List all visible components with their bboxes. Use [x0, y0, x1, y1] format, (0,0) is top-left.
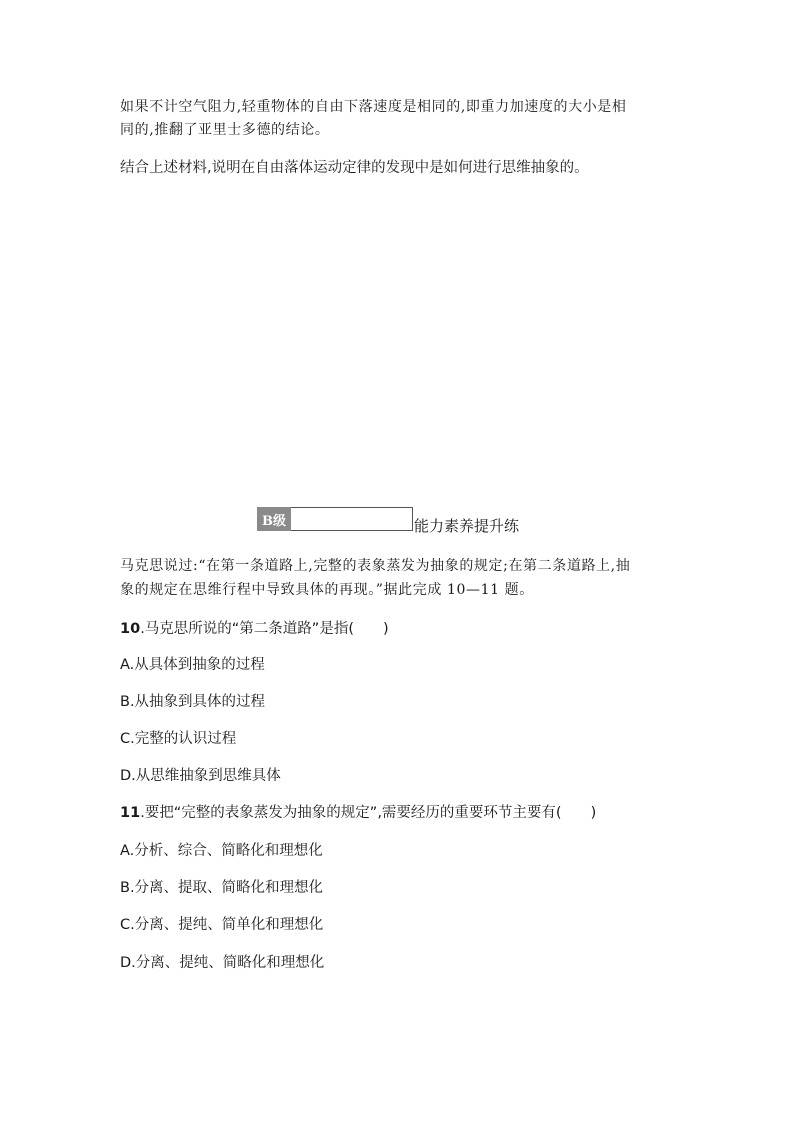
question-9-prompt: 结合上述材料,说明在自由落体运动定律的发现中是如何进行思维抽象的。: [120, 160, 589, 176]
question-10-option-d: D.从思维抽象到思维具体: [120, 768, 281, 784]
level-badge: [257, 507, 413, 531]
material-line-1: 如果不计空气阻力,轻重物体的自由下落速度是相同的,即重力加速度的大小是相: [120, 99, 627, 115]
material-line-2: 同的,推翻了亚里士多德的结论。: [120, 122, 330, 138]
question-11-option-a: A.分析、综合、简略化和理想化: [120, 843, 323, 859]
question-11-stem: [120, 803, 596, 823]
question-11-option-c: C.分离、提纯、简单化和理想化: [120, 917, 324, 933]
question-10-option-c: C.完整的认识过程: [120, 731, 237, 747]
passage-line-1: 马克思说过:“在第一条道路上,完整的表象蒸发为抽象的规定;在第二条道路上,抽: [120, 558, 631, 574]
question-10-text: .马克思所说的“第二条道路”是指( ): [140, 621, 389, 637]
question-11-option-d: D.分离、提纯、简略化和理想化: [120, 955, 325, 971]
question-10-option-a: A.从具体到抽象的过程: [120, 657, 265, 673]
question-10-stem: [120, 619, 389, 639]
question-11-text: .要把“完整的表象蒸发为抽象的规定”,需要经历的重要环节主要有( ): [140, 805, 597, 821]
level-badge-box: [291, 507, 413, 531]
question-10-number: 10: [120, 621, 141, 637]
passage-line-2: 象的规定在思维行程中导致具体的再现。”据此完成 10—11 题。: [120, 582, 534, 598]
question-10-option-b: B.从抽象到具体的过程: [120, 694, 266, 710]
question-11-number: 11: [120, 805, 141, 821]
question-11-option-b: B.分离、提取、简略化和理想化: [120, 880, 324, 896]
level-tag: B级: [257, 507, 291, 531]
section-title: 能力素养提升练: [414, 517, 520, 535]
